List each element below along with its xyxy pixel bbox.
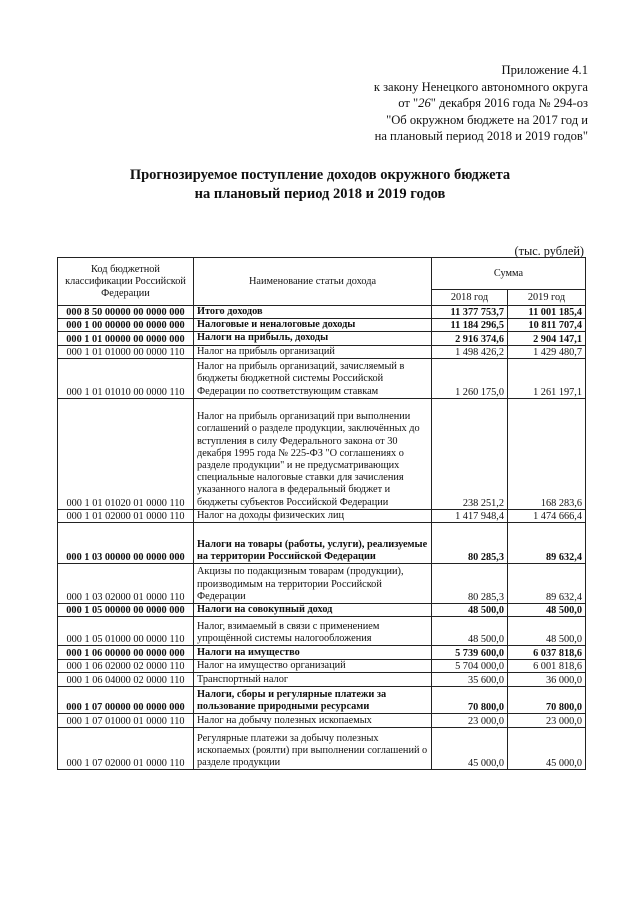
row-value-2019: 23 000,0 xyxy=(508,714,586,728)
row-value-2018: 1 260 175,0 xyxy=(432,358,508,398)
row-name: Налоги на имущество xyxy=(194,646,432,660)
row-code: 000 1 07 00000 00 0000 000 xyxy=(58,687,194,714)
row-name: Налог на имущество организаций xyxy=(194,660,432,673)
row-value-2018: 5 704 000,0 xyxy=(432,660,508,673)
row-value-2018: 23 000,0 xyxy=(432,714,508,728)
table-row xyxy=(58,358,586,398)
row-value-2019: 45 000,0 xyxy=(508,728,586,770)
revenue-table xyxy=(57,257,586,770)
appendix-block xyxy=(268,62,588,145)
row-value-2018: 238 251,2 xyxy=(432,398,508,509)
row-code: 000 1 07 02000 01 0000 110 xyxy=(58,728,194,770)
row-value-2018: 1 498 426,2 xyxy=(432,345,508,358)
header-year-2019: 2019 год xyxy=(508,290,586,306)
table-row xyxy=(58,687,586,714)
row-value-2019: 89 632,4 xyxy=(508,523,586,564)
row-value-2018: 48 500,0 xyxy=(432,604,508,617)
appendix-date-line xyxy=(268,95,588,112)
table-row xyxy=(58,306,586,319)
row-value-2019: 48 500,0 xyxy=(508,617,586,646)
row-name: Итого доходов xyxy=(194,306,432,319)
table-row xyxy=(58,332,586,345)
row-name: Налоги на прибыль, доходы xyxy=(194,332,432,345)
header-name: Наименование статьи дохода xyxy=(194,258,432,306)
row-name: Налог на добычу полезных ископаемых xyxy=(194,714,432,728)
row-value-2018: 11 377 753,7 xyxy=(432,306,508,319)
row-value-2019: 89 632,4 xyxy=(508,564,586,604)
row-name: Налог на прибыль организаций, зачисляемый в бюджеты бюджетной системы Российской Федерации по соответствующим ставкам xyxy=(194,358,432,398)
appendix-law-title-1: "Об окружном бюджете на 2017 год и xyxy=(386,112,588,127)
row-name: Налог на прибыль организаций при выполнении соглашений о разделе продукции, заключённых до вступления в силу Федерального закона от 30 декабря 1995 года № 225-ФЗ "О соглашениях о разделе продукции" и не предусматривающих специальные налоговые ставки для зачисления указанного налога в федеральный бюджет и бюджеты субъектов Российской Федерации xyxy=(194,398,432,509)
row-name: Налоговые и неналоговые доходы xyxy=(194,319,432,332)
row-code: 000 1 01 01020 01 0000 110 xyxy=(58,398,194,509)
row-value-2019: 70 800,0 xyxy=(508,687,586,714)
row-name: Транспортный налог xyxy=(194,673,432,687)
row-value-2019: 1 429 480,7 xyxy=(508,345,586,358)
row-name: Налог, взимаемый в связи с применением упрощённой системы налогообложения xyxy=(194,617,432,646)
table-row xyxy=(58,714,586,728)
row-value-2019: 48 500,0 xyxy=(508,604,586,617)
row-name: Налог на прибыль организаций xyxy=(194,345,432,358)
row-name: Налоги на товары (работы, услуги), реализуемые на территории Российской Федерации xyxy=(194,523,432,564)
row-code: 000 1 07 01000 01 0000 110 xyxy=(58,714,194,728)
row-value-2018: 80 285,3 xyxy=(432,523,508,564)
row-code: 000 1 06 02000 02 0000 110 xyxy=(58,660,194,673)
row-name: Регулярные платежи за добычу полезных ископаемых (роялти) при выполнении соглашений о разделе продукции xyxy=(194,728,432,770)
row-code: 000 1 03 00000 00 0000 000 xyxy=(58,523,194,564)
row-value-2019: 1 261 197,1 xyxy=(508,358,586,398)
row-value-2018: 11 184 296,5 xyxy=(432,319,508,332)
row-code: 000 1 03 02000 01 0000 110 xyxy=(58,564,194,604)
date-day: 26 xyxy=(418,96,431,110)
document-title xyxy=(0,166,640,204)
appendix-title: Приложение 4.1 xyxy=(501,63,588,77)
row-name: Налоги, сборы и регулярные платежи за пользование природными ресурсами xyxy=(194,687,432,714)
appendix-law-line: к закону Ненецкого автономного округа xyxy=(373,79,588,94)
header-year-2018: 2018 год xyxy=(432,290,508,306)
row-name: Акцизы по подакцизным товарам (продукции), производимым на территории Российской Федерации xyxy=(194,564,432,604)
row-value-2018: 48 500,0 xyxy=(432,617,508,646)
table-row xyxy=(58,398,586,509)
row-code: 000 1 05 01000 00 0000 110 xyxy=(58,617,194,646)
row-code: 000 1 01 02000 01 0000 110 xyxy=(58,509,194,522)
table-row xyxy=(58,564,586,604)
row-name: Налоги на совокупный доход xyxy=(194,604,432,617)
date-prefix: от " xyxy=(398,96,419,110)
row-value-2018: 45 000,0 xyxy=(432,728,508,770)
document-title-line-2: на плановый период 2018 и 2019 годов xyxy=(194,186,446,202)
table-row xyxy=(58,660,586,673)
table-row xyxy=(58,728,586,770)
row-name: Налог на доходы физических лиц xyxy=(194,509,432,522)
row-code: 000 1 00 00000 00 0000 000 xyxy=(58,319,194,332)
table-row xyxy=(58,673,586,687)
row-code: 000 1 01 00000 00 0000 000 xyxy=(58,332,194,345)
row-value-2019: 36 000,0 xyxy=(508,673,586,687)
table-row xyxy=(58,604,586,617)
row-code: 000 1 05 00000 00 0000 000 xyxy=(58,604,194,617)
row-value-2018: 35 600,0 xyxy=(432,673,508,687)
row-value-2019: 11 001 185,4 xyxy=(508,306,586,319)
document-title-line-1: Прогнозируемое поступление доходов окружного бюджета xyxy=(129,167,511,183)
row-value-2019: 2 904 147,1 xyxy=(508,332,586,345)
row-value-2018: 1 417 948,4 xyxy=(432,509,508,522)
units-label: (тыс. рублей) xyxy=(514,244,584,258)
row-code: 000 1 06 04000 02 0000 110 xyxy=(58,673,194,687)
row-value-2019: 10 811 707,4 xyxy=(508,319,586,332)
table-row xyxy=(58,345,586,358)
header-sum: Сумма xyxy=(432,258,586,290)
row-value-2018: 5 739 600,0 xyxy=(432,646,508,660)
row-code: 000 1 01 01010 00 0000 110 xyxy=(58,358,194,398)
row-value-2019: 6 001 818,6 xyxy=(508,660,586,673)
row-code: 000 8 50 00000 00 0000 000 xyxy=(58,306,194,319)
row-value-2019: 1 474 666,4 xyxy=(508,509,586,522)
row-value-2018: 80 285,3 xyxy=(432,564,508,604)
appendix-law-title-2: на плановый период 2018 и 2019 годов" xyxy=(374,129,588,143)
header-code: Код бюджетной классификации Российской Федерации xyxy=(58,258,194,306)
table-row xyxy=(58,319,586,332)
row-code: 000 1 06 00000 00 0000 000 xyxy=(58,646,194,660)
row-value-2018: 2 916 374,6 xyxy=(432,332,508,345)
table-row xyxy=(58,523,586,564)
row-value-2018: 70 800,0 xyxy=(432,687,508,714)
row-value-2019: 6 037 818,6 xyxy=(508,646,586,660)
table-row xyxy=(58,617,586,646)
row-code: 000 1 01 01000 00 0000 110 xyxy=(58,345,194,358)
date-suffix: " декабря 2016 года № 294-оз xyxy=(430,96,588,110)
row-value-2019: 168 283,6 xyxy=(508,398,586,509)
table-row xyxy=(58,646,586,660)
table-row xyxy=(58,509,586,522)
